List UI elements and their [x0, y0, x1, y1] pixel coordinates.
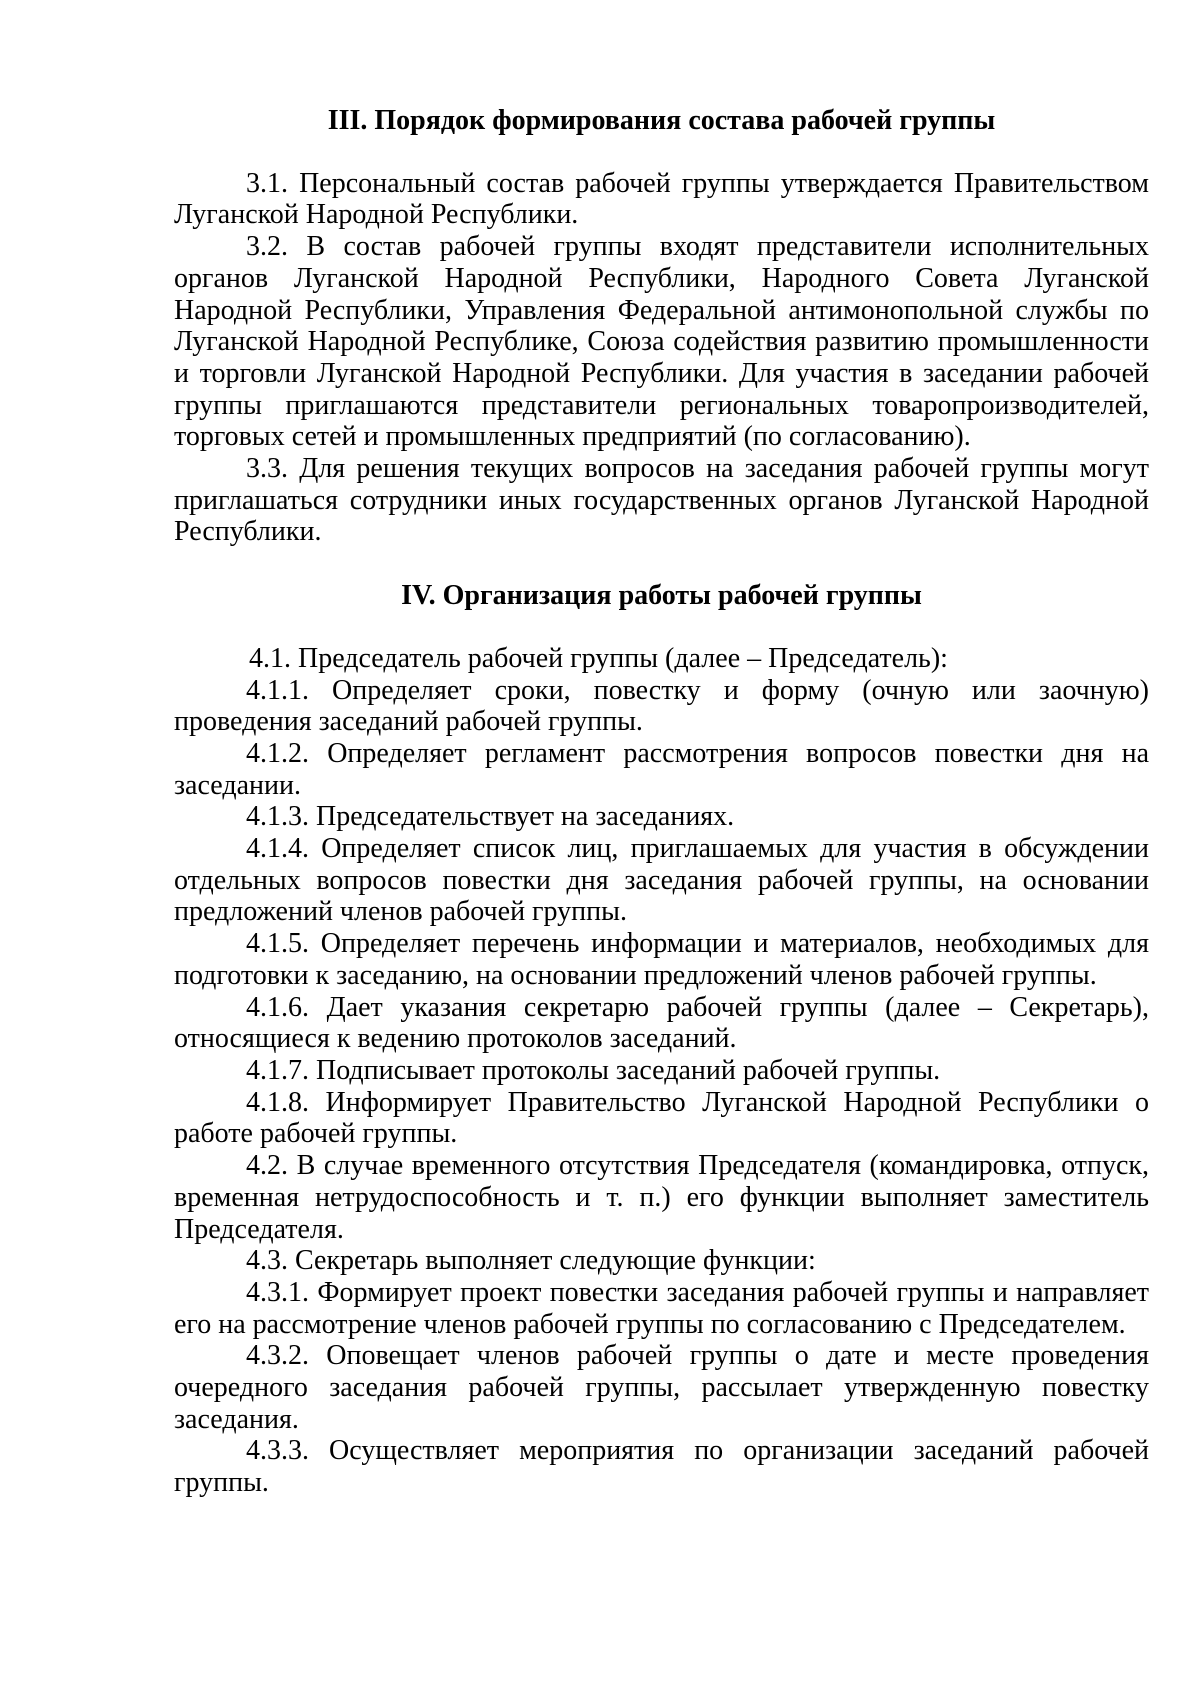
paragraph-4-3-1: 4.3.1. Формирует проект повестки заседания рабочей группы и направляет его на рассмотрение членов рабочей группы по согласованию с Председателем.: [174, 1276, 1149, 1340]
paragraph-4-1-4: 4.1.4. Определяет список лиц, приглашаемых для участия в обсуждении отдельных вопросов повестки дня заседания рабочей группы, на основании предложений членов рабочей группы.: [174, 833, 1149, 928]
paragraph-4-2: 4.2. В случае временного отсутствия Председателя (командировка, отпуск, временная нетрудоспособность и т. п.) его функции выполняет заместитель Председателя.: [174, 1150, 1149, 1245]
section-4-heading: IV. Организация работы рабочей группы: [401, 580, 922, 612]
paragraph-3-3: 3.3. Для решения текущих вопросов на заседания рабочей группы могут приглашаться сотрудники иных государственных органов Луганской Народной Республики.: [174, 453, 1149, 548]
paragraph-3-2: 3.2. В состав рабочей группы входят представители исполнительных органов Луганской Народной Республики, Народного Совета Луганской Народной Республики, Управления Федеральной антимонопольной службы по Луганской Народной Республике, Союза содействия развитию промышленности и торговли Луганской Народной Республики. Для участия в заседании рабочей группы приглашаются представители региональных товаропроизводителей, торговых сетей и промышленных предприятий (по согласованию).: [174, 231, 1149, 453]
paragraph-4-1-6: 4.1.6. Дает указания секретарю рабочей группы (далее – Секретарь), относящиеся к ведению протоколов заседаний.: [174, 991, 1149, 1055]
paragraph-4-1-3: 4.1.3. Председательствует на заседаниях.: [246, 801, 735, 833]
paragraph-4-3: 4.3. Секретарь выполняет следующие функции:: [246, 1245, 816, 1277]
paragraph-4-3-3: 4.3.3. Осуществляет мероприятия по организации заседаний рабочей группы.: [174, 1435, 1149, 1499]
section-3-heading: III. Порядок формирования состава рабочей группы: [327, 105, 996, 136]
paragraph-4-1: 4.1. Председатель рабочей группы (далее – Председатель):: [249, 642, 948, 674]
paragraph-4-1-2: 4.1.2. Определяет регламент рассмотрения вопросов повестки дня на заседании.: [174, 737, 1149, 801]
paragraph-4-1-5: 4.1.5. Определяет перечень информации и материалов, необходимых для подготовки к заседанию, на основании предложений членов рабочей группы.: [174, 928, 1149, 991]
paragraph-4-1-7: 4.1.7. Подписывает протоколы заседаний рабочей группы.: [246, 1054, 941, 1086]
paragraph-3-1: 3.1. Персональный состав рабочей группы утверждается Правительством Луганской Народной Республики.: [174, 167, 1149, 231]
paragraph-4-3-2: 4.3.2. Оповещает членов рабочей группы о дате и месте проведения очередного заседания рабочей группы, рассылает утвержденную повестку заседания.: [174, 1340, 1149, 1435]
document-page: [174, 105, 1149, 1499]
paragraph-4-1-8: 4.1.8. Информирует Правительство Луганской Народной Республики о работе рабочей группы.: [174, 1086, 1149, 1150]
paragraph-4-1-1: 4.1.1. Определяет сроки, повестку и форму (очную или заочную) проведения заседаний рабочей группы.: [174, 674, 1149, 738]
